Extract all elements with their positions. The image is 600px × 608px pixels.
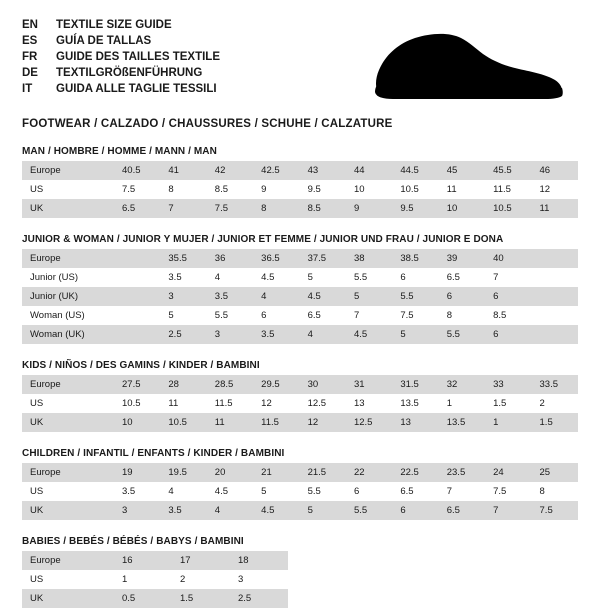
table-row [22,199,578,218]
cell: 11.5 [485,180,531,199]
cell: 40.5 [114,161,160,180]
cell: 4 [207,501,253,520]
cell: 1.5 [172,589,230,608]
cell: 13 [392,413,438,432]
cell: 17 [172,551,230,570]
row-label: UK [22,413,114,432]
cell: 38.5 [392,249,438,268]
cell: 6 [253,306,299,325]
page-header [22,18,578,104]
size-table-kids [22,375,578,432]
cell: 35.5 [160,249,206,268]
table-row [22,551,288,570]
cell: 42.5 [253,161,299,180]
cell: 7 [485,501,531,520]
cell: 36 [207,249,253,268]
cell: 11 [160,394,206,413]
cell: 6.5 [439,501,485,520]
cell: 37.5 [300,249,346,268]
cell [532,306,578,325]
cell [532,287,578,306]
cell: 46 [532,161,578,180]
cell: 12 [253,394,299,413]
cell: 3 [230,570,288,589]
row-label: UK [22,589,114,608]
language-title-list [22,18,220,98]
cell: 39 [439,249,485,268]
cell: 10 [346,180,392,199]
cell: 3 [207,325,253,344]
cell: 8.5 [300,199,346,218]
cell: 3.5 [253,325,299,344]
language-title-list-body [22,18,220,98]
row-label: US [22,180,114,199]
cell: 11.5 [253,413,299,432]
cell: 6.5 [439,268,485,287]
cell: 22 [346,463,392,482]
language-title: TEXTILE SIZE GUIDE [56,19,172,31]
language-code: DE [22,67,38,79]
language-title: GUÍA DE TALLAS [56,35,152,47]
cell: 28 [160,375,206,394]
language-row [22,18,220,34]
cell: 6 [392,268,438,287]
table-row [22,589,288,608]
language-code: FR [22,51,38,63]
size-table-junior-woman [22,249,578,344]
row-label: Europe [22,375,114,394]
cell: 4.5 [253,268,299,287]
row-label: UK [22,199,114,218]
table-row [22,501,578,520]
cell: 4 [160,482,206,501]
cell: 21 [253,463,299,482]
cell: 32 [439,375,485,394]
row-label: Junior (US) [22,268,114,287]
cell: 13.5 [439,413,485,432]
cell: 6 [485,325,531,344]
block-title: CHILDREN / INFANTIL / ENFANTS / KINDER / BAMBINI [22,448,285,459]
cell: 3.5 [160,268,206,287]
cell: 40 [485,249,531,268]
cell: 10.5 [114,394,160,413]
cell: 5.5 [346,501,392,520]
cell: 12.5 [346,413,392,432]
cell: 10.5 [485,199,531,218]
cell: 5 [300,501,346,520]
cell: 5.5 [207,306,253,325]
cell: 7.5 [207,199,253,218]
row-label: US [22,570,114,589]
cell [532,249,578,268]
cell: 31.5 [392,375,438,394]
cell: 5.5 [392,287,438,306]
cell: 4 [207,268,253,287]
cell: 21.5 [300,463,346,482]
cell: 2.5 [230,589,288,608]
cell: 5.5 [346,268,392,287]
cell: 8 [253,199,299,218]
cell: 8 [532,482,578,501]
cell: 8.5 [485,306,531,325]
cell [532,268,578,287]
table-row [22,375,578,394]
cell: 6.5 [392,482,438,501]
cell: 38 [346,249,392,268]
row-label: Woman (UK) [22,325,114,344]
cell: 5 [346,287,392,306]
cell: 8 [160,180,206,199]
cell: 5 [300,268,346,287]
size-block-man [22,146,578,218]
cell [114,287,160,306]
cell: 31 [346,375,392,394]
cell: 2 [172,570,230,589]
table-row [22,249,578,268]
row-label: Europe [22,249,114,268]
cell: 10 [439,199,485,218]
cell: 6.5 [114,199,160,218]
cell: 29.5 [253,375,299,394]
cell: 8 [439,306,485,325]
cell: 7 [439,482,485,501]
table-row [22,325,578,344]
row-label: Europe [22,161,114,180]
row-label: Europe [22,463,114,482]
cell: 20 [207,463,253,482]
cell: 33 [485,375,531,394]
cell: 0.5 [114,589,172,608]
cell: 4.5 [253,501,299,520]
cell: 5 [253,482,299,501]
row-label: Junior (UK) [22,287,114,306]
cell: 27.5 [114,375,160,394]
cell: 33.5 [532,375,578,394]
cell: 3.5 [114,482,160,501]
cell: 6 [346,482,392,501]
cell [532,325,578,344]
table-row [22,570,288,589]
language-row [22,82,220,98]
table-row [22,394,578,413]
table-row [22,287,578,306]
cell: 44 [346,161,392,180]
cell: 9 [253,180,299,199]
cell: 36.5 [253,249,299,268]
language-code: IT [22,83,33,95]
cell: 7 [346,306,392,325]
cell: 10.5 [392,180,438,199]
cell: 1 [114,570,172,589]
size-table-babies [22,551,288,608]
language-row [22,66,220,82]
block-title: MAN / HOMBRE / HOMME / MANN / MAN [22,146,217,157]
cell: 25 [532,463,578,482]
size-block-kids [22,360,578,432]
cell: 7 [485,268,531,287]
cell: 9 [346,199,392,218]
cell: 7.5 [532,501,578,520]
table-row [22,463,578,482]
size-block-babies [22,536,578,608]
cell: 28.5 [207,375,253,394]
language-title: GUIDE DES TAILLES TEXTILE [56,51,220,63]
cell: 6.5 [300,306,346,325]
cell: 3 [160,287,206,306]
table-row [22,161,578,180]
cell: 13.5 [392,394,438,413]
cell: 6 [439,287,485,306]
cell: 7 [160,199,206,218]
table-row [22,413,578,432]
cell: 19.5 [160,463,206,482]
cell: 11 [532,199,578,218]
cell: 45 [439,161,485,180]
row-label: Europe [22,551,114,570]
cell: 2.5 [160,325,206,344]
cell: 13 [346,394,392,413]
cell: 41 [160,161,206,180]
cell: 3.5 [160,501,206,520]
cell: 1 [485,413,531,432]
cell: 4.5 [346,325,392,344]
cell: 1 [439,394,485,413]
cell: 5.5 [300,482,346,501]
language-title: TEXTILGRÖßENFÜHRUNG [56,67,203,79]
cell: 30 [300,375,346,394]
footwear-section-title: FOOTWEAR / CALZADO / CHAUSSURES / SCHUHE / CALZATURE [22,118,393,130]
cell: 45.5 [485,161,531,180]
cell: 4.5 [300,287,346,306]
block-title: BABIES / BEBÉS / BÉBÉS / BABYS / BAMBINI [22,536,244,547]
cell: 1.5 [532,413,578,432]
cell: 1.5 [485,394,531,413]
cell: 10.5 [160,413,206,432]
size-block-junior-woman [22,234,578,344]
row-label: US [22,394,114,413]
cell: 12 [532,180,578,199]
cell: 22.5 [392,463,438,482]
row-label: UK [22,501,114,520]
cell: 24 [485,463,531,482]
cell: 3.5 [207,287,253,306]
cell: 5.5 [439,325,485,344]
cell: 5 [160,306,206,325]
cell: 43 [300,161,346,180]
cell: 9.5 [392,199,438,218]
cell: 4 [253,287,299,306]
language-code: EN [22,19,38,31]
cell: 2 [532,394,578,413]
row-label: US [22,482,114,501]
cell: 12.5 [300,394,346,413]
cell: 11.5 [207,394,253,413]
cell: 11 [439,180,485,199]
cell: 6 [485,287,531,306]
cell: 44.5 [392,161,438,180]
table-row [22,268,578,287]
cell: 8.5 [207,180,253,199]
size-table-man [22,161,578,218]
cell: 9.5 [300,180,346,199]
language-code: ES [22,35,38,47]
cell: 4.5 [207,482,253,501]
cell: 7.5 [114,180,160,199]
cell [114,249,160,268]
language-title: GUIDA ALLE TAGLIE TESSILI [56,83,217,95]
cell: 23.5 [439,463,485,482]
language-row [22,34,220,50]
cell: 7.5 [392,306,438,325]
dress-shoe-icon [357,26,572,104]
cell: 42 [207,161,253,180]
table-row [22,482,578,501]
row-label: Woman (US) [22,306,114,325]
cell: 19 [114,463,160,482]
cell: 11 [207,413,253,432]
cell: 6 [392,501,438,520]
cell [114,306,160,325]
cell: 16 [114,551,172,570]
size-table-children [22,463,578,520]
block-title: KIDS / NIÑOS / DES GAMINS / KINDER / BAMBINI [22,360,260,371]
cell: 5 [392,325,438,344]
size-block-children [22,448,578,520]
block-title: JUNIOR & WOMAN / JUNIOR Y MUJER / JUNIOR ET FEMME / JUNIOR UND FRAU / JUNIOR E DONA [22,234,504,245]
table-row [22,180,578,199]
cell: 18 [230,551,288,570]
cell [114,268,160,287]
cell [114,325,160,344]
language-row [22,50,220,66]
cell: 7.5 [485,482,531,501]
cell: 12 [300,413,346,432]
table-row [22,306,578,325]
cell: 4 [300,325,346,344]
cell: 10 [114,413,160,432]
cell: 3 [114,501,160,520]
